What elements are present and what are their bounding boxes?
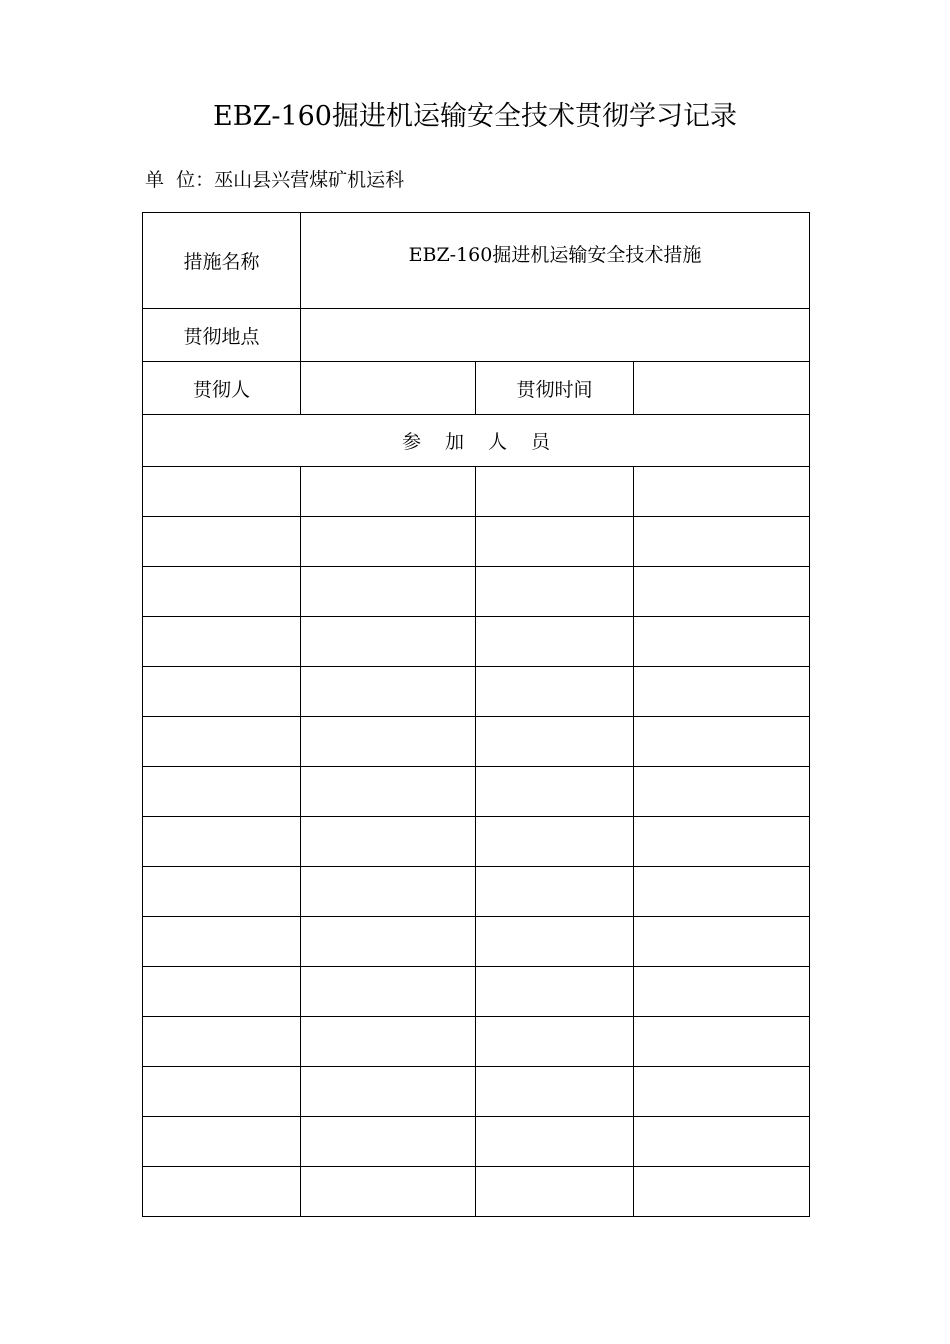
participant-row [143, 917, 810, 967]
participant-row [143, 567, 810, 617]
participant-cell[interactable] [476, 867, 634, 917]
participants-rows [143, 467, 810, 1217]
participant-row [143, 767, 810, 817]
participant-cell[interactable] [301, 967, 476, 1017]
participant-cell[interactable] [301, 467, 476, 517]
participant-cell[interactable] [301, 667, 476, 717]
participant-row [143, 1117, 810, 1167]
participant-cell[interactable] [476, 767, 634, 817]
participant-cell[interactable] [301, 1017, 476, 1067]
participant-cell[interactable] [476, 717, 634, 767]
participant-cell[interactable] [301, 1167, 476, 1217]
participant-cell[interactable] [476, 467, 634, 517]
person-label: 贯彻人 [143, 362, 301, 415]
participant-row [143, 467, 810, 517]
participant-cell[interactable] [143, 1117, 301, 1167]
participant-cell[interactable] [301, 717, 476, 767]
participant-cell[interactable] [476, 517, 634, 567]
participant-cell[interactable] [143, 917, 301, 967]
participant-cell[interactable] [476, 967, 634, 1017]
participant-cell[interactable] [634, 667, 810, 717]
participant-cell[interactable] [476, 1117, 634, 1167]
participant-cell[interactable] [301, 867, 476, 917]
participant-row [143, 617, 810, 667]
participant-cell[interactable] [143, 517, 301, 567]
participant-cell[interactable] [301, 1067, 476, 1117]
participant-cell[interactable] [634, 767, 810, 817]
participant-cell[interactable] [143, 1067, 301, 1117]
participant-row [143, 967, 810, 1017]
place-value[interactable] [301, 309, 810, 362]
participant-cell[interactable] [634, 617, 810, 667]
participants-char: 人 [488, 431, 508, 453]
participant-cell[interactable] [476, 617, 634, 667]
participant-row [143, 517, 810, 567]
participant-cell[interactable] [301, 767, 476, 817]
participant-cell[interactable] [634, 467, 810, 517]
participant-cell[interactable] [301, 617, 476, 667]
participant-cell[interactable] [143, 667, 301, 717]
participant-cell[interactable] [634, 517, 810, 567]
participant-row [143, 667, 810, 717]
participant-cell[interactable] [634, 867, 810, 917]
participant-cell[interactable] [634, 917, 810, 967]
unit-line [145, 165, 404, 195]
participant-row [143, 1167, 810, 1217]
participant-cell[interactable] [301, 1117, 476, 1167]
participants-char: 加 [444, 431, 464, 453]
participant-cell[interactable] [143, 867, 301, 917]
time-value[interactable] [634, 362, 810, 415]
person-value[interactable] [301, 362, 476, 415]
unit-value: 巫山县兴营煤矿机运科 [214, 169, 405, 191]
participant-cell[interactable] [476, 567, 634, 617]
participant-cell[interactable] [476, 1067, 634, 1117]
place-label: 贯彻地点 [143, 309, 301, 362]
participant-cell[interactable] [143, 967, 301, 1017]
unit-label: 单 位： [145, 169, 215, 191]
participant-cell[interactable] [634, 567, 810, 617]
participant-cell[interactable] [143, 617, 301, 667]
participant-cell[interactable] [143, 767, 301, 817]
page-title: EBZ-160掘进机运输安全技术贯彻学习记录 [213, 101, 737, 132]
participant-cell[interactable] [476, 917, 634, 967]
participants-header [143, 415, 810, 467]
participants-char: 员 [531, 431, 551, 453]
participant-cell[interactable] [143, 1017, 301, 1067]
time-label: 贯彻时间 [476, 362, 634, 415]
participant-cell[interactable] [634, 817, 810, 867]
participant-cell[interactable] [143, 717, 301, 767]
participant-cell[interactable] [301, 917, 476, 967]
participant-row [143, 867, 810, 917]
participant-cell[interactable] [301, 567, 476, 617]
participant-row [143, 817, 810, 867]
participant-row [143, 1017, 810, 1067]
measure-name-label: 措施名称 [143, 213, 301, 309]
participant-cell[interactable] [634, 717, 810, 767]
participant-cell[interactable] [634, 1017, 810, 1067]
participant-cell[interactable] [476, 1017, 634, 1067]
participant-cell[interactable] [476, 817, 634, 867]
participant-cell[interactable] [143, 467, 301, 517]
participants-char: 参 [401, 431, 421, 453]
participant-cell[interactable] [476, 1167, 634, 1217]
participant-cell[interactable] [634, 1117, 810, 1167]
participant-cell[interactable] [634, 967, 810, 1017]
participant-cell[interactable] [476, 667, 634, 717]
participant-cell[interactable] [301, 517, 476, 567]
participant-cell[interactable] [634, 1167, 810, 1217]
participant-cell[interactable] [634, 1067, 810, 1117]
participant-cell[interactable] [143, 567, 301, 617]
record-table [142, 212, 810, 1217]
participant-cell[interactable] [301, 817, 476, 867]
participant-cell[interactable] [143, 1167, 301, 1217]
participant-row [143, 1067, 810, 1117]
participant-cell[interactable] [143, 817, 301, 867]
participant-row [143, 717, 810, 767]
measure-name-value[interactable]: EBZ-160掘进机运输安全技术措施 [301, 213, 810, 309]
